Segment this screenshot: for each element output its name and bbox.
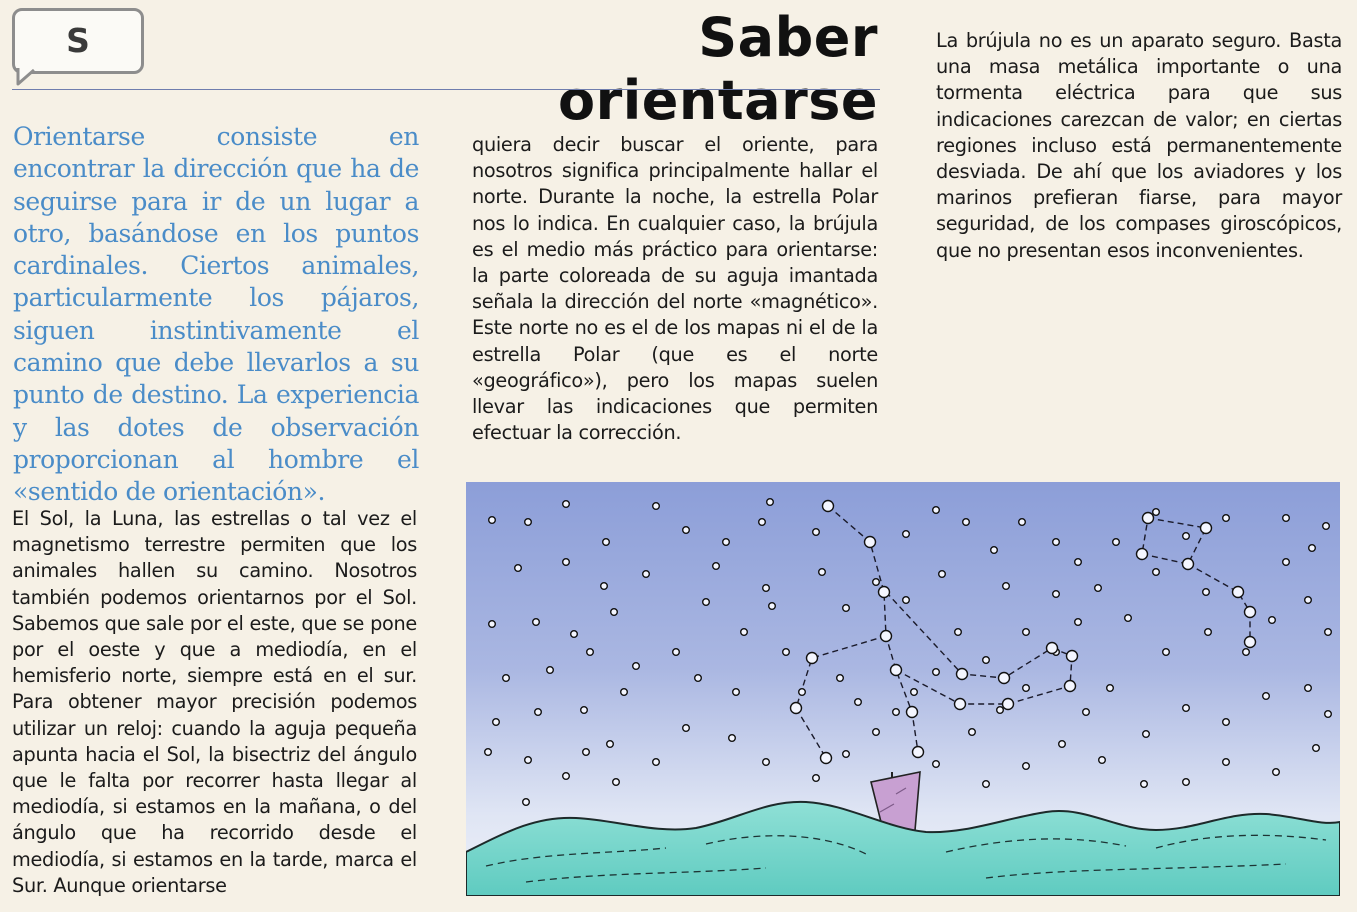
section-letter: S [66,21,90,60]
section-letter-badge [12,8,144,74]
title-divider [12,89,880,90]
body-column-right: La brújula no es un aparato seguro. Basta una masa metálica importante o una tormenta eléctrica para que sus indicaciones carezcan de valor; en ciertas regiones incluso está permanentemente desviada. De ahí que los aviadores y los marinos prefieran fiarse, para mayor seguridad, de los compases giroscópicos, que no presentan esos inconvenientes. [936,29,1342,262]
body-column-middle: quiera decir buscar el oriente, para nosotros significa principalmente hallar el norte. Durante la noche, la estrella Polar nos lo indica. En cualquier caso, la brújula es el medio más práctico para orientarse: la parte coloreada de su aguja imantada señala la dirección del norte «magnético». Este norte no es el de los mapas ni el de la estrella Polar (que es el norte «geográfico»), pero los mapas suelen llevar las indicaciones que permiten efectuar la corrección. [472,133,878,445]
intro-paragraph: Orientarse consiste en encontrar la dirección que ha de seguirse para ir de un lugar a otro, basándose en los puntos cardinales. Ciertos animales, particularmente los pájaros, siguen instintivamente el camino que debe llevarlos a su punto de destino. La experiencia y las dotes de observación proporcionan al hombre el «sentido de orientación». [13,122,419,507]
badge-tail-decoration [16,68,52,86]
page-title: Saber orientarse [558,6,878,132]
night-sky-sea-illustration [466,482,1340,896]
body-column-left: El Sol, la Luna, las estrellas o tal vez el magnetismo terrestre permiten que los animales hallen su camino. Nosotros también podemos orientarnos por el Sol. Sabemos que sale por el este, que se pone por el oeste y que a mediodía, en el hemisferio norte, siempre está en el sur. Para obtener mayor precisión podemos utilizar un reloj: cuando la aguja pequeña apunta hacia el Sol, la bisectriz del ángulo que le falta por recorrer hasta llegar al mediodía, si estamos en la mañana, o del ángulo que ha recorrido desde el mediodía, si estamos en la tarde, marca el Sur. Aunque orientarse [12,507,417,897]
